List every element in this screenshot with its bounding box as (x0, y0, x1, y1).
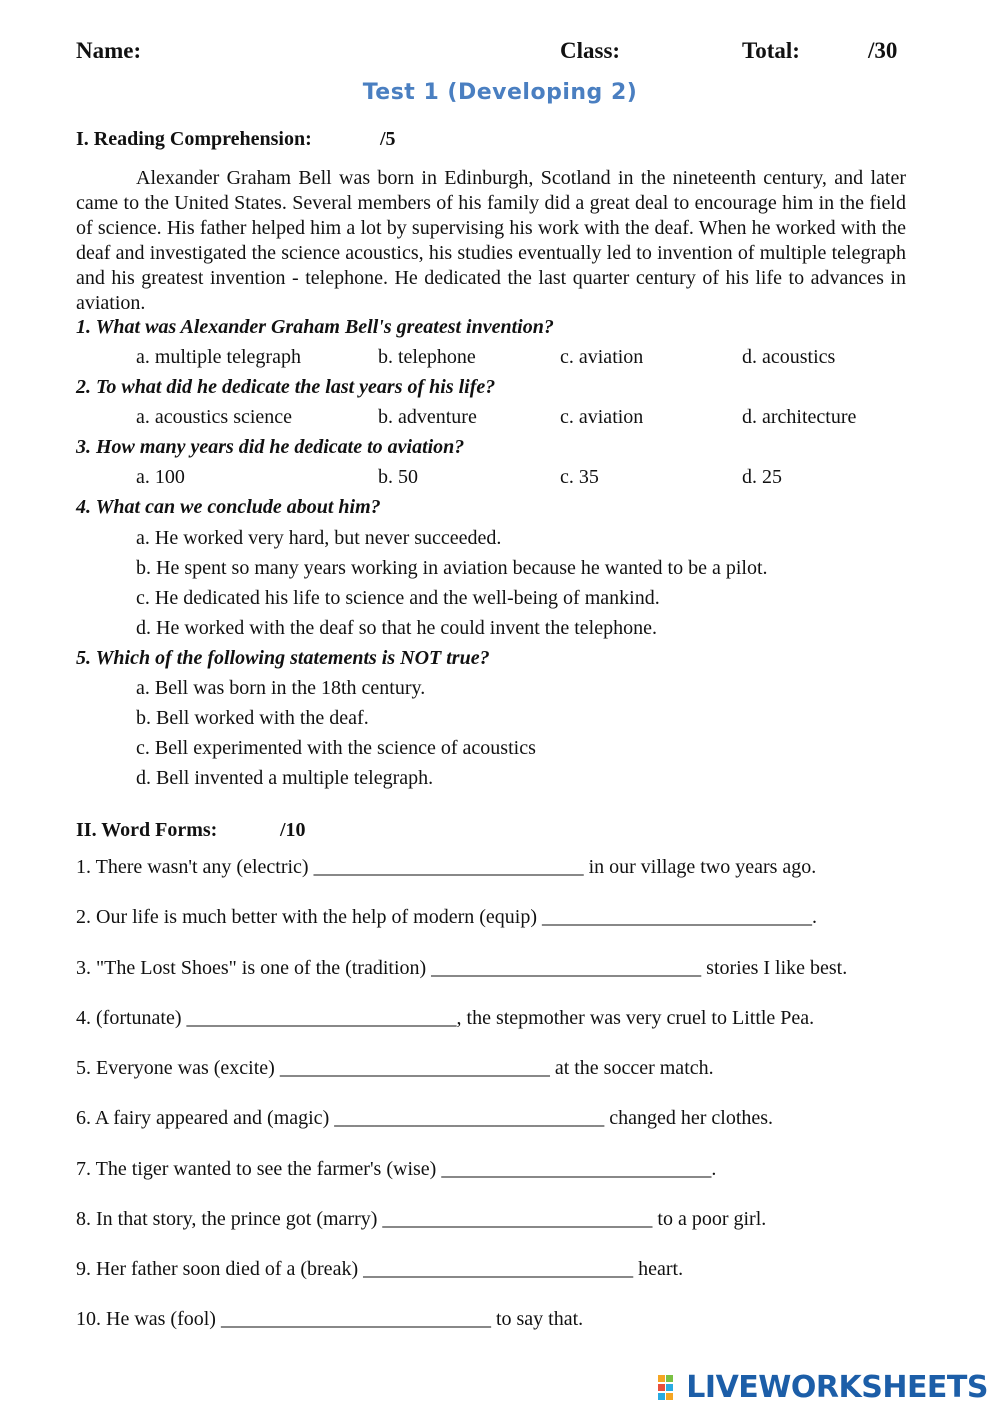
name-label: Name: (76, 38, 142, 63)
answer-blank[interactable]: ___________________________ (441, 1158, 712, 1180)
q5-option-d[interactable]: d. Bell invented a multiple telegraph. (136, 767, 434, 789)
liveworksheets-logo[interactable] (658, 1370, 988, 1405)
total-label: Total: (742, 38, 800, 63)
answer-blank[interactable]: ___________________________ (334, 1107, 605, 1129)
wordform-item (76, 1258, 683, 1281)
q4-option-d[interactable]: d. He worked with the deaf so that he could invent the telephone. (136, 617, 657, 639)
wordform-prompt: 2. Our life is much better with the help of modern (equip) (76, 906, 542, 928)
q5-option-c[interactable]: c. Bell experimented with the science of acoustics (136, 737, 536, 759)
wordform-suffix: in our village two years ago. (583, 856, 817, 878)
reading-heading: I. Reading Comprehension: (76, 128, 312, 150)
wordform-prompt: 8. In that story, the prince got (marry) (76, 1208, 383, 1230)
wordforms-heading: II. Word Forms: (76, 819, 218, 841)
q2-option-d[interactable]: d. architecture (742, 406, 857, 428)
answer-blank[interactable]: ___________________________ (542, 906, 812, 928)
q5-option-b[interactable]: b. Bell worked with the deaf. (136, 707, 369, 729)
q5-option-a[interactable]: a. Bell was born in the 18th century. (136, 677, 426, 699)
reading-score: /5 (380, 128, 396, 150)
q1-option-a[interactable]: a. multiple telegraph (136, 346, 301, 368)
question-3: 3. How many years did he dedicate to aviation? (76, 436, 465, 458)
wordform-item (76, 1057, 714, 1080)
answer-blank[interactable]: ___________________________ (220, 1308, 491, 1330)
wordform-suffix: heart. (633, 1258, 684, 1280)
wordform-prompt: 9. Her father soon died of a (break) (76, 1258, 364, 1280)
wordform-prompt: 7. The tiger wanted to see the farmer's (wise) (76, 1158, 442, 1180)
answer-blank[interactable]: ___________________________ (363, 1258, 634, 1280)
logo-text: LIVEWORKSHEETS (686, 1370, 988, 1405)
wordform-suffix: . (812, 906, 817, 928)
q1-option-d[interactable]: d. acoustics (742, 346, 836, 368)
wordform-prompt: 1. There wasn't any (electric) (76, 856, 314, 878)
q2-option-a[interactable]: a. acoustics science (136, 406, 293, 428)
question-5: 5. Which of the following statements is NOT true? (76, 647, 490, 669)
answer-blank[interactable]: ___________________________ (279, 1057, 550, 1079)
wordform-prompt: 4. (fortunate) (76, 1007, 187, 1029)
page-title: Test 1 (Developing 2) (362, 80, 638, 105)
wordform-item (76, 957, 847, 980)
question-1: 1. What was Alexander Graham Bell's greatest invention? (76, 316, 554, 338)
q3-option-a[interactable]: a. 100 (136, 466, 185, 488)
wordform-suffix: . (711, 1158, 717, 1180)
answer-blank[interactable]: ___________________________ (382, 1208, 653, 1230)
wordforms-score: /10 (280, 819, 306, 841)
wordform-suffix: stories I like best. (701, 957, 848, 979)
wordform-item (76, 1208, 766, 1231)
answer-blank[interactable]: ___________________________ (186, 1007, 457, 1029)
q2-option-b[interactable]: b. adventure (378, 406, 477, 428)
q3-option-b[interactable]: b. 50 (378, 466, 418, 488)
reading-passage (76, 166, 906, 316)
wordform-item (76, 856, 816, 879)
wordform-item (76, 1158, 716, 1181)
reading-passage-text: Alexander Graham Bell was born in Edinburgh, Scotland in the nineteenth century, and later came to the United States. Several members of his family did a great deal to encourage him in the field of science. His father helped him a lot by supervising his work with the deaf. When he worked with the deaf and investigated the science acoustics, his studies eventually led to invention of multiple telegraph and his greatest invention - telephone. He dedicated the last quarter century of his life to advances in aviation. (76, 167, 906, 314)
wordform-item (76, 1107, 773, 1130)
wordform-item (76, 1308, 583, 1331)
liveworksheets-logo-icon (658, 1375, 682, 1401)
wordform-suffix: to say that. (490, 1308, 584, 1330)
total-score: /30 (868, 38, 898, 63)
q4-option-b[interactable]: b. He spent so many years working in aviation because he wanted to be a pilot. (136, 557, 768, 579)
wordform-suffix: to a poor girl. (652, 1208, 767, 1230)
q4-option-c[interactable]: c. He dedicated his life to science and the well-being of mankind. (136, 587, 660, 609)
q2-option-c[interactable]: c. aviation (560, 406, 644, 428)
wordform-prompt: 10. He was (fool) (76, 1308, 221, 1330)
q1-option-b[interactable]: b. telephone (378, 346, 476, 368)
wordform-item (76, 1007, 814, 1030)
class-label: Class: (560, 38, 621, 63)
wordform-suffix: , the stepmother was very cruel to Little Pea. (456, 1007, 815, 1029)
question-2: 2. To what did he dedicate the last years of his life? (76, 376, 496, 398)
wordform-prompt: 5. Everyone was (excite) (76, 1057, 280, 1079)
q3-option-d[interactable]: d. 25 (742, 466, 782, 488)
wordform-item (76, 906, 817, 929)
wordform-suffix: changed her clothes. (604, 1107, 774, 1129)
q3-option-c[interactable]: c. 35 (560, 466, 599, 488)
q4-option-a[interactable]: a. He worked very hard, but never succeeded. (136, 527, 502, 549)
wordform-prompt: 6. A fairy appeared and (magic) (76, 1107, 335, 1129)
question-4: 4. What can we conclude about him? (76, 496, 381, 518)
wordform-suffix: at the soccer match. (549, 1057, 714, 1079)
wordform-prompt: 3. "The Lost Shoes" is one of the (tradition) (76, 957, 432, 979)
q1-option-c[interactable]: c. aviation (560, 346, 644, 368)
answer-blank[interactable]: ___________________________ (313, 856, 584, 878)
answer-blank[interactable]: ___________________________ (431, 957, 702, 979)
